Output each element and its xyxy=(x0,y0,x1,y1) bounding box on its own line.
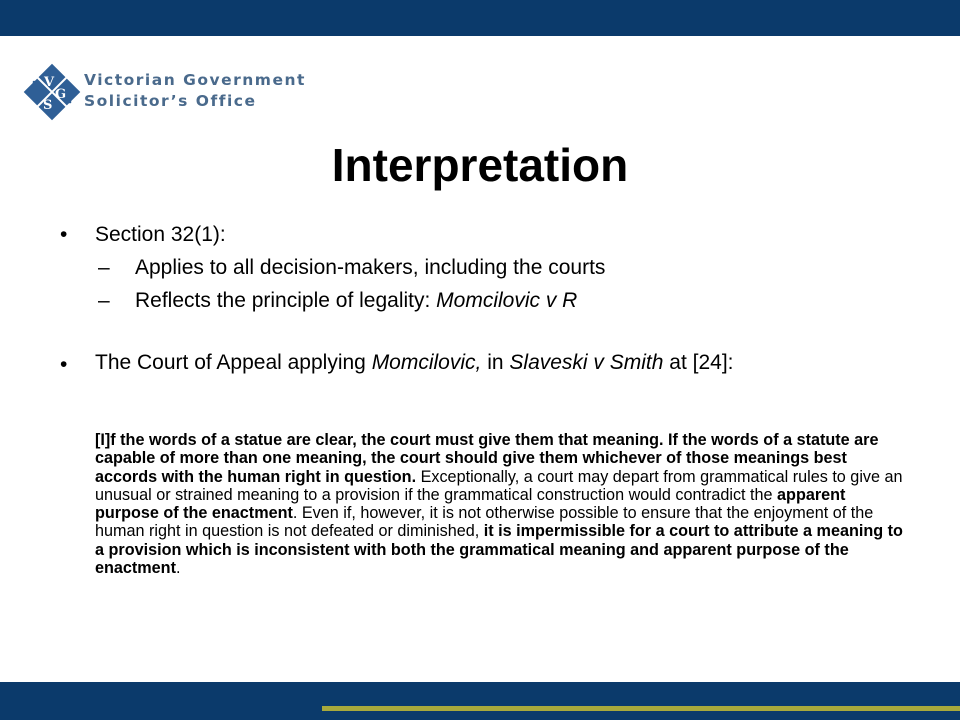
bullet-text: Section 32(1): xyxy=(95,223,226,246)
quote-plain-part: Exceptionally, a court may depart from grammatical rules to give an unusual or strained meaning to a provision if the grammatical construction would contradict the xyxy=(95,467,903,504)
sub-bullet-dash: – xyxy=(98,289,110,312)
logo-line-2: Solicitor’s Office xyxy=(84,92,257,110)
quotation-block xyxy=(95,431,905,577)
sub-bullet-text: Applies to all decision-makers, including the courts xyxy=(135,256,606,279)
sub-bullet-dash: – xyxy=(98,256,110,279)
bullet-text-part: The Court of Appeal applying xyxy=(95,351,372,374)
bullet-text-part: at [24]: xyxy=(663,351,734,374)
bullet-mark: • xyxy=(60,353,68,376)
case-name-momcilovic: Momcilovic v R xyxy=(436,289,578,312)
sub-bullet-text xyxy=(135,288,577,313)
quote-plain-part: . Even if, however, it is not otherwise possible to ensure that the enjoyment of the human right in question is not defeated or diminished, xyxy=(95,504,874,541)
quote-bold-part: it is impermissible for a court to attribute a meaning to a provision which is inconsistent with both the grammatical meaning and apparent purpose of the enactment xyxy=(95,522,903,578)
bullet-text-part: in xyxy=(481,351,510,374)
top-banner-bar xyxy=(0,0,960,36)
quote-bold-part: apparent purpose of the enactment xyxy=(95,485,846,523)
quote-plain-part: . xyxy=(175,559,181,578)
vgso-logo xyxy=(22,62,306,122)
logo-letter-v: V xyxy=(44,75,55,90)
logo-wordmark xyxy=(84,70,306,112)
sub-bullet-plain: Reflects the principle of legality: xyxy=(135,289,437,312)
logo-letter-s: S xyxy=(43,98,53,113)
vgso-diamond-logo-icon xyxy=(22,62,82,122)
case-name-slaveski: Slaveski v Smith xyxy=(509,351,664,374)
logo-line-1: Victorian Government xyxy=(84,71,306,89)
bullet-text xyxy=(95,352,895,374)
bottom-banner-bar xyxy=(0,682,960,720)
slide-title: Interpretation xyxy=(331,139,629,191)
bullet-mark: • xyxy=(60,223,68,246)
accent-line xyxy=(322,706,960,711)
logo-letter-g: G xyxy=(55,87,67,102)
quote-bold-part: [I]f the words of a statue are clear, the court must give them that meaning. If the words of a statute are capable of more than one meaning, the court should give them whichever of those meanings best accords with the human right in question. xyxy=(95,431,879,486)
case-name-momcilovic: Momcilovic, xyxy=(371,351,482,374)
